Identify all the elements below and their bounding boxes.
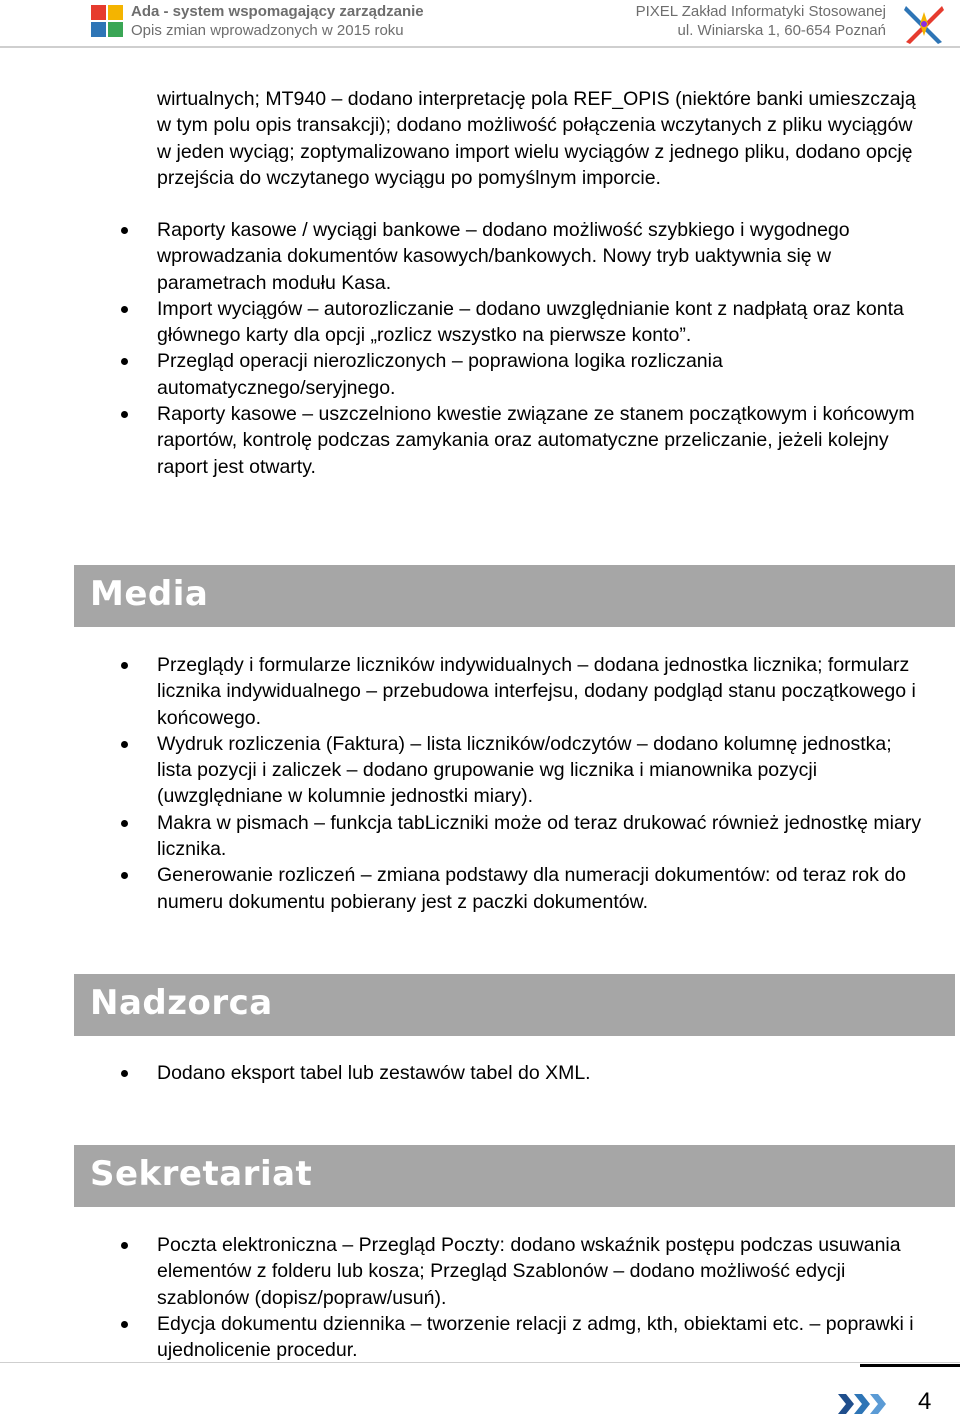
footer-divider [0, 1362, 960, 1363]
section-title: Media [90, 574, 209, 614]
intro-bullet-list [0, 217, 960, 480]
header-app-name: Ada - system wspomagający zarządzanie [131, 3, 424, 20]
bullet-icon [121, 358, 128, 365]
header-company-name: PIXEL Zakład Informatyki Stosowanej [635, 3, 886, 20]
footer-accent-rule [860, 1364, 960, 1367]
intro-continuation-paragraph: wirtualnych; MT940 – dodano interpretację pola REF_OPIS (niektóre banki umieszczają w tym polu opis transakcji); dodano możliwość połączenia wczytanych z pliku wyciągów w jeden wyciąg; zoptymalizowano import wielu wyciągów z jednego pliku, dodano opcję przejścia do wczytanego wyciągu po pomyślnym imporcie. [157, 88, 916, 189]
nadzorca-bullet-list [0, 1060, 960, 1086]
list-item-text: Przeglądy i formularze liczników indywidualnych – dodana jednostka licznika; formularz licznika indywidualnego – przebudowa interfejsu, dodany podgląd stanu początkowego i końcowego. [157, 654, 916, 729]
header-left-text [131, 2, 424, 40]
media-bullet-list [0, 652, 960, 915]
list-item-text: Poczta elektroniczna – Przegląd Poczty: dodano wskaźnik postępu podczas usuwania elementów z folderu lub kosza; Przegląd Szablonów – dodano możliwość edycji szablonów (dopisz/popraw/usuń). [157, 1234, 901, 1309]
bullet-icon [121, 1321, 128, 1328]
sekretariat-bullet-list [0, 1232, 960, 1363]
list-item-text: Edycja dokumentu dziennika – tworzenie relacji z admg, kth, obiektami etc. – poprawki i ujednolicenie procedur. [157, 1312, 914, 1362]
bullet-icon [121, 411, 128, 418]
list-item [0, 810, 927, 863]
header-doc-subtitle: Opis zmian wprowadzonych w 2015 roku [131, 22, 404, 39]
bullet-icon [121, 1070, 128, 1077]
section-header-sekretariat [74, 1145, 955, 1207]
list-item-text: Raporty kasowe / wyciągi bankowe – dodano możliwość szybkiego i wygodnego wprowadzania dokumentów kasowych/bankowych. Nowy tryb uaktywnia się w parametrach modułu Kasa. [157, 219, 850, 294]
bullet-icon [121, 1242, 128, 1249]
section-title: Nadzorca [90, 983, 273, 1023]
list-item [0, 1232, 927, 1311]
list-item [0, 217, 927, 296]
list-item-text: Dodano eksport tabel lub zestawów tabel do XML. [157, 1062, 591, 1084]
bullet-icon [121, 820, 128, 827]
list-item-text: Makra w pismach – funkcja tabLiczniki może od teraz drukować również jednostkę miary licznika. [157, 811, 922, 861]
list-item [0, 1060, 927, 1086]
section-title: Sekretariat [90, 1154, 313, 1194]
page-number: 4 [918, 1388, 932, 1415]
list-item [0, 401, 927, 480]
bullet-icon [121, 741, 128, 748]
list-item [0, 296, 927, 349]
header-company-address: ul. Winiarska 1, 60-654 Poznań [677, 22, 886, 39]
triple-chevron-icon [838, 1392, 888, 1416]
bullet-icon [121, 306, 128, 313]
list-item [0, 348, 927, 401]
ada-logo-icon [90, 4, 124, 38]
list-item-text: Import wyciągów – autorozliczanie – dodano uwzględnianie kont z nadpłatą oraz konta głównego karty dla opcji „rozlicz wszystko na pierwsze konto”. [157, 297, 904, 347]
list-item-text: Przegląd operacji nierozliczonych – poprawiona logika rozliczania automatycznego/seryjnego. [157, 350, 723, 399]
list-item [0, 862, 927, 915]
list-item-text: Raporty kasowe – uszczelniono kwestie związane ze stanem początkowym i końcowym raportów, kontrolę podczas zamykania oraz automatyczne przeliczanie, jeżeli kolejny raport jest otwarty. [157, 403, 915, 478]
list-item [0, 1311, 927, 1364]
section-header-nadzorca [74, 974, 955, 1036]
section-header-media [74, 565, 955, 627]
header-right-text [636, 2, 886, 40]
list-item [0, 731, 927, 810]
bullet-icon [121, 662, 128, 669]
bullet-icon [121, 872, 128, 879]
list-item-text: Wydruk rozliczenia (Faktura) – lista liczników/odczytów – dodano kolumnę jednostka; lista pozycji i zaliczek – dodano grupowanie wg licznika i mianownika pozycji (uwzględniane w kolumnie jednostki miary). [157, 732, 892, 808]
bullet-icon [121, 227, 128, 234]
pixel-logo-icon [902, 2, 946, 46]
header-divider [0, 46, 960, 48]
page-header [0, 0, 960, 46]
list-item [0, 652, 927, 731]
list-item-text: Generowanie rozliczeń – zmiana podstawy dla numeracji dokumentów: od teraz rok do numeru dokumentu pobierany jest z paczki dokumentów. [157, 864, 906, 913]
